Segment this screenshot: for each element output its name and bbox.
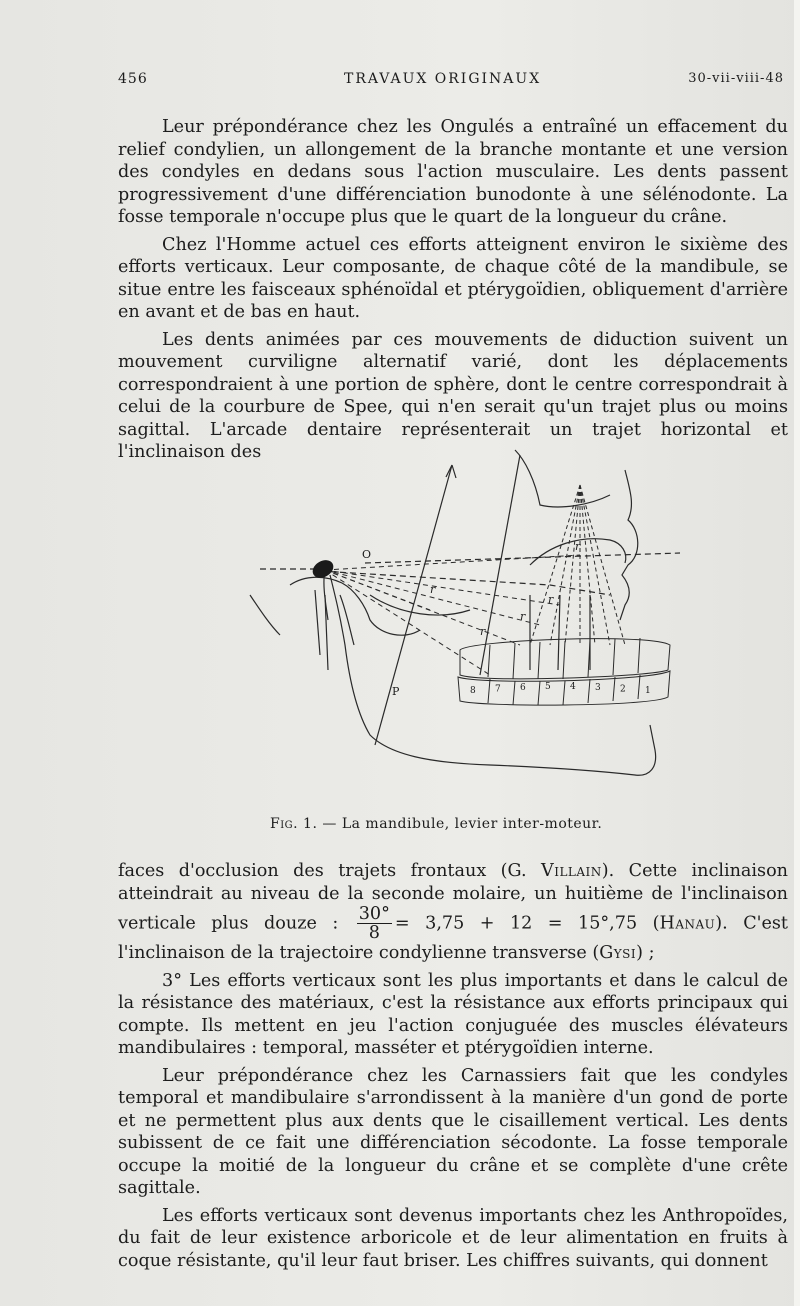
text-run: = 3,75 + 12 = 15°,75 ( xyxy=(394,913,660,934)
paragraph: Leur prépondérance chez les Ongulés a entraîné un effacement du relief condylien, un allongement de la branche montante et une version des condyles en dedans sous l'action musculaire. Les dents passent progressivement d'une différenciation bunodonte à une sélénodonte. La fosse temporale n'occupe plus que le quart de la longueur du crâne. xyxy=(118,117,788,227)
tooth-number-1: 1 xyxy=(645,686,651,696)
label-p: P xyxy=(392,685,400,698)
page-number: 456 xyxy=(118,71,148,87)
body-text-top xyxy=(118,116,788,464)
fraction-numerator: 30° xyxy=(358,904,390,924)
text-run: ) ; xyxy=(636,943,655,963)
tooth-numbers xyxy=(470,682,651,696)
label-o: O xyxy=(362,548,372,561)
force-arrows xyxy=(375,455,590,745)
body-text-bottom xyxy=(118,860,788,1272)
mastoid-outline xyxy=(250,595,280,635)
fraction-denominator: 8 xyxy=(368,923,380,943)
label-r: r xyxy=(548,593,554,606)
tooth-number-8: 8 xyxy=(470,686,476,696)
posterior-curve xyxy=(515,450,610,507)
text-run: verticale plus douze : xyxy=(118,913,339,934)
apex-lines xyxy=(530,485,625,645)
skull-outline xyxy=(620,470,638,620)
figure-number: Fig. 1. xyxy=(270,816,318,832)
tooth-number-4: 4 xyxy=(570,682,576,693)
tooth-number-7: 7 xyxy=(495,684,501,695)
paragraph: Leur prépondérance chez les Carnassiers fait que les condyles temporal et mandibulaire s'arrondissent à la manière d'un gond de porte et ne permettent plus aux dents que le cisaillement vertical. Les dents subissent de ce fait une différenciation sécodonte. La fosse temporale occupe la moitié de la longueur du crâne et se complète d'une crête sagittale. xyxy=(118,1065,788,1198)
paragraph: 3° Les efforts verticaux sont les plus importants et dans le calcul de la résistance des matériaux, c'est la résistance aux efforts principaux qui compte. Ils mettent en jeu l'action conjuguée des muscles élévateurs mandibulaires : temporal, masséter et ptérygoïdien interne. xyxy=(118,970,788,1058)
figure-caption-text: — La mandibule, levier inter-moteur. xyxy=(322,816,603,832)
tooth-number-6: 6 xyxy=(520,682,526,693)
paragraph: Chez l'Homme actuel ces efforts atteignent environ le sixième des efforts verticaux. Leur composante, de chaque côté de la mandibule, se situe entre les faisceaux sphénoïdal et ptérygoïdien, obliquement d'arrière en avant et de bas en haut. xyxy=(118,234,788,322)
lower-teeth xyxy=(458,671,670,705)
reference-line-lower xyxy=(320,571,610,595)
label-r: r xyxy=(480,625,486,638)
paragraph-continuation xyxy=(118,860,788,965)
author-name: Villain xyxy=(541,861,602,881)
paragraph: Les dents animées par ces mouvements de diduction suivent un mouvement curviligne alternatif varié, dont les déplacements correspondraient à une portion de sphère, dont le centre correspondrait à celui de la courbure de Spee, qui n'en serait qu'un trajet plus ou moins sagittal. L'arcade dentaire représenterait un trajet horizontal et l'inclinaison des xyxy=(118,329,788,462)
running-title: TRAVAUX ORIGINAUX xyxy=(344,71,542,87)
issue-date: 30-vii-viii-48 xyxy=(688,71,784,86)
label-r: r xyxy=(520,610,526,623)
tooth-number-3: 3 xyxy=(595,682,601,693)
upper-teeth xyxy=(460,638,670,679)
tooth-number-5: 5 xyxy=(545,682,551,693)
text-run: faces d'occlusion des trajets frontaux (G. xyxy=(118,861,527,881)
running-header xyxy=(118,71,784,91)
label-r: r xyxy=(575,540,581,553)
figure-caption xyxy=(270,816,670,832)
text-run: ). Cette inclinaison atteindrait au niveau de la seconde molaire, un huitième de l'inclinaison xyxy=(118,861,789,904)
paragraph: Les efforts verticaux sont devenus importants chez les Anthropoïdes, du fait de leur existence arboricole et de leur alimentation en fruits à coque résistante, qu'il leur faut briser. Les chiffres suivants, qui donnent xyxy=(118,1205,788,1271)
label-r: r xyxy=(430,583,436,596)
text-run: ). C'est l'inclinaison de la trajectoire condylienne transverse ( xyxy=(118,913,789,963)
author-name: Gysi xyxy=(599,943,637,963)
radiating-lines xyxy=(325,555,580,675)
fraction xyxy=(357,905,392,942)
mandible-figure xyxy=(230,445,700,815)
author-name: Hanau xyxy=(659,913,716,934)
tooth-number-2: 2 xyxy=(620,684,626,695)
condyle-outline xyxy=(290,577,420,635)
curve-of-spee xyxy=(370,595,470,615)
